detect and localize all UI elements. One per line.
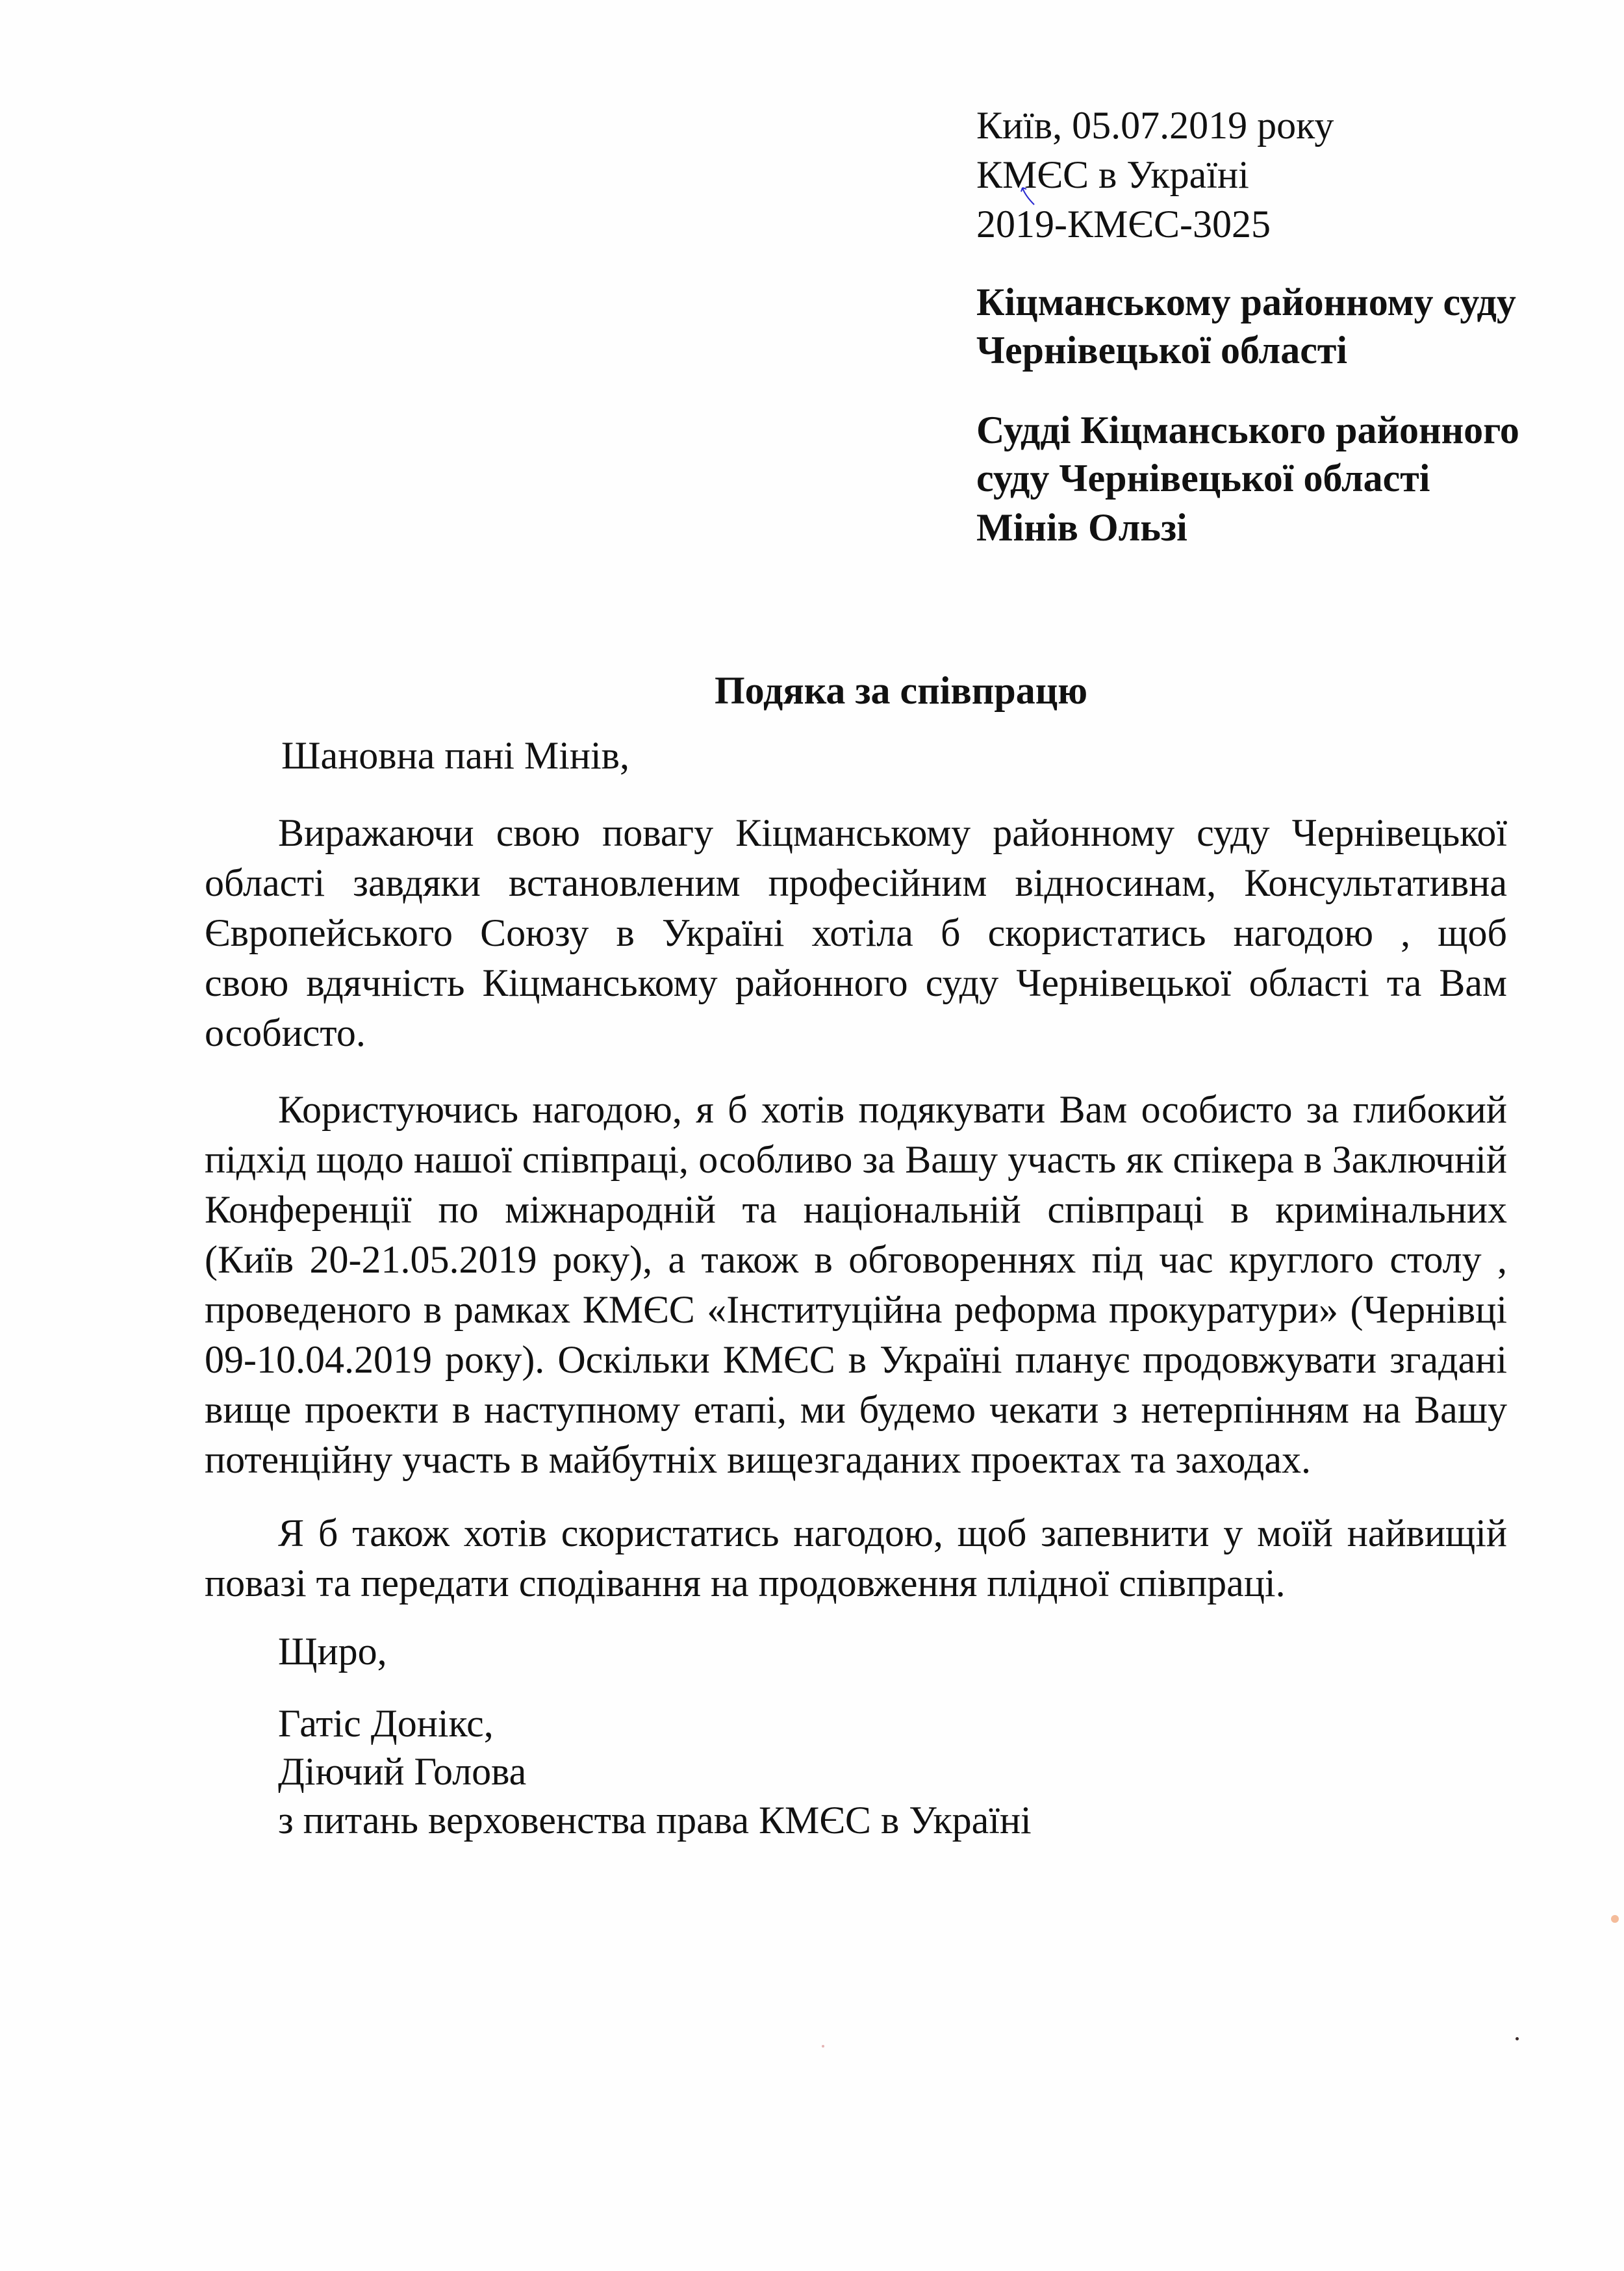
paragraph-2-line: 09-10.04.2019 року). Оскільки КМЄС в Україні планує продовжувати згадані — [205, 1338, 1507, 1381]
closing: Щиро, — [278, 1630, 387, 1673]
paragraph-1-line: Європейського Союзу в Україні хотіла б скористатись нагодою , щоб — [205, 911, 1507, 954]
paragraph-1-line: Виражаючи свою повагу Кіцманському районному суду Чернівецької — [278, 811, 1507, 854]
paragraph-2-line: потенційну участь в майбутніх вищезгаданих проектах та заходах. — [205, 1438, 1311, 1481]
organization: КМЄС в Україні — [976, 153, 1249, 196]
salutation: Шановна пані Мінів, — [281, 734, 629, 777]
signatory-name: Гатіс Донікс, — [278, 1702, 494, 1745]
recipient-judge-line: Судді Кіцманського районного — [976, 409, 1519, 451]
paragraph-1-line: області завдяки встановленим професійним відносинам, Консультативна — [205, 861, 1507, 904]
scan-speck — [822, 2045, 824, 2048]
paragraph-2-line: Користуючись нагодою, я б хотів подякувати Вам особисто за глибокий — [278, 1088, 1507, 1131]
paragraph-2-line: підхід щодо нашої співпраці, особливо за Вашу участь як спікера в Заключній — [205, 1138, 1507, 1181]
signatory-position: Діючий Голова — [278, 1750, 527, 1793]
signatory-department: з питань верховенства права КМЄС в Україні — [278, 1799, 1032, 1842]
scan-speck — [1611, 1915, 1619, 1923]
letter-title: Подяка за співпрацю — [715, 669, 1088, 712]
place-date: Київ, 05.07.2019 року — [976, 104, 1334, 147]
recipient-judge-line: суду Чернівецької області — [976, 457, 1430, 500]
recipient-court-line: Чернівецької області — [976, 329, 1347, 372]
paragraph-2-line: проведеного в рамках КМЄС «Інституційна реформа прокуратури» (Чернівці — [205, 1288, 1507, 1331]
reference-number: 2019-КМЄС-3025 — [976, 203, 1271, 246]
paragraph-3-line: Я б також хотів скористатись нагодою, щоб запевнити у моїй найвищій — [278, 1512, 1507, 1554]
recipient-judge-name: Мінів Ользі — [976, 506, 1187, 549]
paragraph-1-line: свою вдячність Кіцманському районного суду Чернівецької області та Вам — [205, 961, 1507, 1004]
scan-speck — [1516, 2037, 1519, 2040]
paragraph-3-line: повазі та передати сподівання на продовження плідної співпраці. — [205, 1562, 1286, 1605]
paragraph-2-line: Конференції по міжнародній та національній співпраці в кримінальних — [205, 1188, 1507, 1231]
recipient-court-line: Кіцманському районному суду — [976, 281, 1516, 324]
paragraph-2-line: вище проекти в наступному етапі, ми будемо чекати з нетерпінням на Вашу — [205, 1388, 1507, 1431]
paragraph-1-line: особисто. — [205, 1011, 366, 1054]
paragraph-2-line: (Київ 20-21.05.2019 року), а також в обговореннях під час круглого столу , — [205, 1238, 1507, 1281]
